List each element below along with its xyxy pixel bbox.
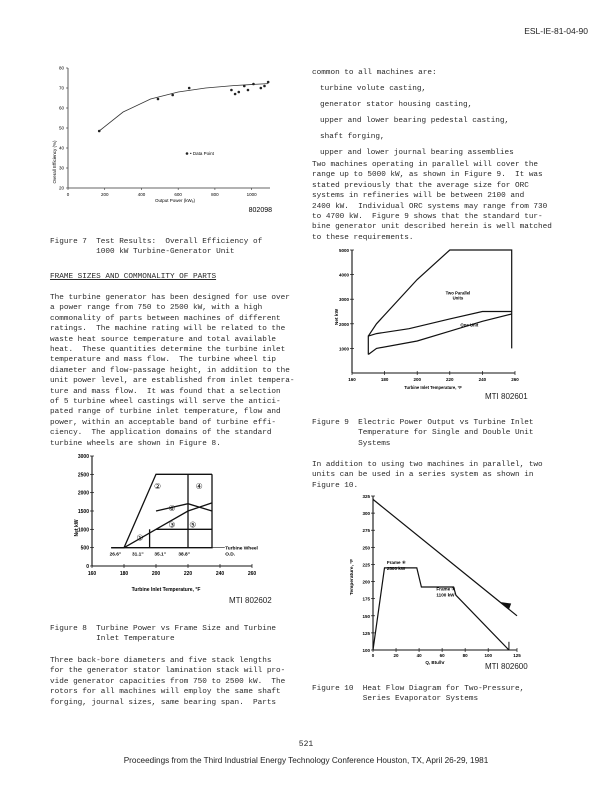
- figure-9-x-tick-label: 240: [478, 377, 487, 382]
- figure-7-caption: Figure 7 Test Results: Overall Efficiency of 1000 kW Turbine-Generator Unit: [50, 238, 263, 257]
- figure-7-data-point: [188, 87, 191, 90]
- figure-8-x-tick-label: 200: [151, 571, 161, 577]
- figure-9-y-tick-label: 1000: [338, 346, 349, 352]
- figure-9-x-tick-label: 180: [380, 377, 389, 382]
- figure-7-x-tick-label: 400: [137, 192, 146, 197]
- figure-10-y-tick-label: 150: [362, 613, 370, 619]
- figure-8-y-tick-label: 1000: [77, 527, 89, 534]
- figure-10-y-tick-label: 300: [362, 511, 370, 517]
- figure-8-y-tick-label: 2500: [77, 472, 89, 479]
- section-heading: FRAME SIZES AND COMMONALITY OF PARTS: [50, 273, 217, 281]
- figure-8-y-tick-label: 3000: [77, 454, 89, 460]
- figure-8-x-tick-label: 220: [183, 571, 193, 577]
- figure-8-chart: [70, 448, 290, 608]
- figure-9-y-tick-label: 4000: [338, 272, 349, 278]
- figure-7-data-point: [230, 89, 233, 92]
- figure-9-x-tick-label: 200: [413, 377, 421, 382]
- figure-10-x-tick-label: 60: [439, 653, 445, 658]
- figure-7-chart: [50, 60, 280, 220]
- figure-7-data-point: [263, 85, 266, 88]
- figure-10-y-tick-label: 325: [362, 494, 370, 499]
- figure-8-caption: Figure 8 Turbine Power vs Frame Size and Turbine Inlet Temperature: [50, 625, 277, 644]
- figure-8-region-label: ①: [136, 533, 144, 543]
- figure-7-xlabel: Output Power (kWₑ): [155, 198, 195, 203]
- right-paragraph-1: Two machines operating in parallel will cover the range up to 5000 kW, as shown in Figure 9. It was stated previously that the average size for ORC systems in refineries will be between 2100 and 2400 kW. Individual ORC systems may range from 730 to 4700 kW. Figure 9 shows that the standard tur- bine generator unit described herein is well matched to these requirements.: [312, 161, 552, 242]
- figure-9-code: MTI 802601: [485, 392, 528, 401]
- figure-7-x-tick-label: 1000: [246, 192, 257, 197]
- left-paragraph-2: Three back-bore diameters and five stack lengths for the generator stator lamination stack will pro- vide generator capacities from 750 to 2500 kW. The rotors for all machines will employ the same shaft forging, journal sizes, same bearing span. Parts: [50, 657, 286, 707]
- figure-8-region-label: ④: [195, 482, 203, 491]
- figure-8-x-tick-label: 260: [247, 571, 257, 577]
- figure-9-x-tick-label: 260: [511, 377, 519, 382]
- figure-10-working-fluid-line: [373, 568, 509, 650]
- figure-8-y-tick-label: 0: [86, 564, 89, 570]
- figure-8-region-label: ⑥: [168, 504, 176, 513]
- figure-7-legend-marker: [186, 152, 189, 155]
- figure-8-wheel-label: Turbine Wheel O.D.: [225, 546, 258, 558]
- figure-9-one-unit-upper: [368, 312, 511, 355]
- figure-10-y-tick-label: 250: [362, 545, 370, 551]
- proceedings-footer: Proceedings from the Third Industrial Energy Technology Conference Houston, TX, April 26-29, 1981: [123, 756, 489, 765]
- figure-7-data-point: [243, 85, 246, 88]
- figure-10-y-tick-label: 125: [362, 630, 370, 636]
- figure-7-fit-curve: [99, 84, 268, 131]
- figure-7-y-tick-label: 30: [58, 165, 64, 171]
- figure-8-y-tick-label: 500: [80, 545, 89, 552]
- figure-9-chart: [330, 245, 550, 395]
- figure-10-code: MTI 802600: [485, 662, 528, 671]
- figure-8-x-tick-label: 240: [215, 571, 225, 577]
- figure-7-x-tick-label: 0: [66, 192, 70, 197]
- figure-8-wheel-od-label: 38.8": [178, 552, 191, 558]
- figure-9-xlabel: Turbine Inlet Temperature, °F: [404, 385, 462, 390]
- figure-9-y-tick-label: 2000: [338, 321, 349, 327]
- figure-9-ylabel: Net kW: [335, 308, 340, 326]
- figure-10-y-tick-label: 100: [362, 648, 370, 653]
- figure-9-two-unit-outline: [368, 250, 511, 336]
- figure-7-y-tick-label: 50: [58, 125, 64, 131]
- figure-8-region-label: ②: [154, 482, 162, 491]
- figure-8-x-tick-label: 180: [119, 571, 129, 577]
- figure-10-arrow: [501, 602, 511, 610]
- figure-7-y-tick-label: 70: [58, 85, 64, 91]
- figure-7-x-tick-label: 600: [174, 192, 182, 197]
- figure-10-x-tick-label: 20: [393, 653, 399, 658]
- figure-7-data-point: [247, 89, 250, 92]
- figure-10-frame-1-label: Frame ① 1100 kW: [436, 586, 456, 598]
- figure-8-y-tick-label: 2000: [77, 490, 89, 497]
- figure-9-x-tick-label: 220: [446, 377, 454, 382]
- figure-8-wheel-od-label: 26.6": [109, 552, 122, 558]
- figure-8-wheel-od-label: 35.1": [154, 552, 167, 558]
- figure-10-y-tick-label: 225: [362, 562, 370, 568]
- figure-9-two-parallel-label: Two Parallel Units: [445, 290, 471, 301]
- figure-7-legend: • Data Point: [190, 151, 214, 156]
- figure-10-caption: Figure 10 Heat Flow Diagram for Two-Pressure, Series Evaporator Systems: [312, 685, 525, 704]
- figure-7-data-point: [252, 83, 255, 86]
- figure-7-y-tick-label: 40: [58, 145, 64, 151]
- figure-8-x-tick-label: 160: [87, 571, 97, 577]
- figure-8-wheel-od-label: 31.1": [132, 552, 144, 558]
- figure-10-x-tick-label: 80: [462, 653, 468, 658]
- figure-10-x-tick-label: 0: [371, 653, 375, 658]
- figure-10-frame-6-label: Frame ⑥ 2500 kW: [386, 559, 406, 571]
- figure-9-y-tick-label: 5000: [338, 248, 349, 253]
- figure-7-data-point: [260, 87, 263, 90]
- figure-8-code: MTI 802602: [229, 596, 272, 605]
- figure-10-xlabel: Q, Btu/hr: [425, 660, 445, 665]
- figure-9-y-tick-label: 3000: [338, 297, 349, 303]
- figure-7-y-tick-label: 80: [58, 65, 64, 71]
- figure-10-x-tick-label: 100: [484, 653, 492, 658]
- figure-7-x-tick-label: 800: [211, 192, 219, 197]
- figure-8-divider: [156, 504, 212, 511]
- figure-9-caption: Figure 9 Electric Power Output vs Turbine Inlet Temperature for Single and Double Unit Systems: [312, 419, 534, 448]
- figure-10-y-tick-label: 175: [362, 596, 370, 602]
- figure-9-one-unit-label: One Unit: [460, 322, 479, 328]
- figure-8-region-label: ③: [168, 520, 176, 530]
- figure-7-ylabel: Overall Efficiency (%): [52, 140, 57, 184]
- parts-list-item: upper and lower bearing pedestal casting,: [320, 117, 510, 125]
- parts-list-item: turbine volute casting,: [320, 85, 427, 93]
- parts-list-item: shaft forging,: [320, 133, 385, 141]
- figure-10-chart: [345, 490, 545, 670]
- right-intro: common to all machines are:: [312, 69, 437, 77]
- figure-10-y-tick-label: 275: [362, 528, 370, 534]
- parts-list-item: generator stator housing casting,: [320, 101, 473, 109]
- parts-list: [320, 84, 514, 164]
- figure-8-ylabel: Net kW: [74, 519, 80, 537]
- page-number: 521: [298, 740, 314, 749]
- figure-7-data-point: [98, 130, 101, 133]
- figure-7-y-tick-label: 20: [58, 185, 64, 191]
- figure-9-x-tick-label: 160: [348, 377, 356, 382]
- figure-10-heat-source-line: [373, 499, 517, 615]
- figure-10-y-tick-label: 200: [362, 579, 370, 585]
- figure-7-data-point: [157, 98, 160, 101]
- right-paragraph-2: In addition to using two machines in parallel, two units can be used in a series system as shown in Figure 10.: [312, 461, 543, 490]
- figure-7-data-point: [237, 91, 240, 94]
- figure-8-region-label: ⑤: [189, 520, 197, 530]
- figure-7-data-point: [171, 94, 174, 97]
- left-paragraph-1: The turbine generator has been designed for use over a power range from 750 to 2500 kW, with a high commonality of parts between machines of different ratings. The machine rating will be related to the waste heat source temperature and total available heat. These quantities determine the turbine inlet temperature and mass flow. The turbine wheel tip diameter and flow-passage height, in addition to the unit power level, are established from inlet tempera- ture and mass flow. It was found that a selection of 5 turbine wheel castings will serve the antici- pated range of turbine inlet temperature, flow and power, within an acceptable band of turbine effi- ciency. The application domains of the standard turbine wheels are shown in Figure 8.: [50, 294, 295, 448]
- figure-7-x-tick-label: 200: [100, 192, 109, 197]
- parts-list-item: upper and lower journal bearing assemblies: [320, 149, 514, 157]
- figure-9-one-unit-lower: [368, 314, 511, 355]
- figure-10-x-tick-label: 125: [513, 653, 521, 658]
- figure-7-y-tick-label: 60: [58, 105, 64, 111]
- figure-10-ylabel: Temperature, °F: [350, 558, 355, 596]
- figure-8-xlabel: Turbine Inlet Temperature, °F: [131, 587, 201, 593]
- figure-7-data-point: [267, 81, 270, 84]
- figure-8-y-tick-label: 1500: [77, 509, 89, 515]
- figure-10-x-tick-label: 40: [416, 653, 422, 658]
- figure-7-data-point: [234, 93, 237, 96]
- figure-7-code: 802098: [248, 207, 272, 214]
- document-id: ESL-IE-81-04-90: [524, 26, 588, 36]
